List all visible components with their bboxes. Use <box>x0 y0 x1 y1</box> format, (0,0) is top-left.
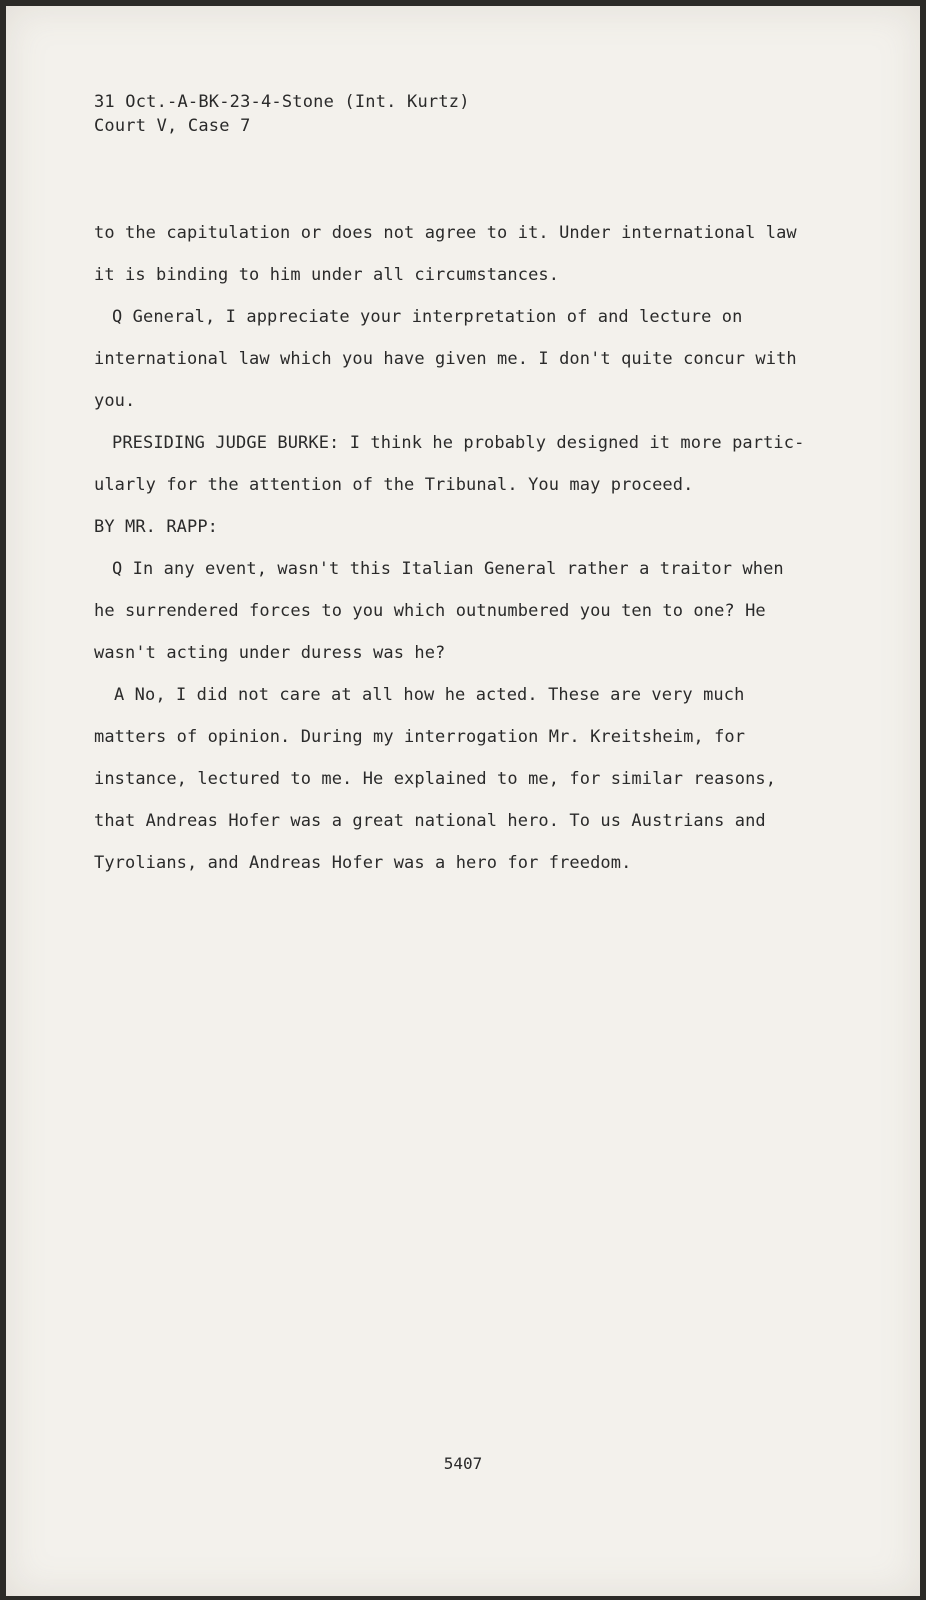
page-number: 5407 <box>443 1454 483 1473</box>
question-line: Q In any event, wasn't this Italian General rather a traitor when <box>112 559 784 579</box>
text-line: that Andreas Hofer was a great national hero. To us Austrians and <box>94 811 766 831</box>
text-line: he surrendered forces to you which outnumbered you ten to one? He <box>94 601 766 621</box>
text-line: to the capitulation or does not agree to it. Under international law <box>94 223 797 243</box>
text-line: Tyrolians, and Andreas Hofer was a hero for freedom. <box>94 853 632 873</box>
speaker-heading: BY MR. RAPP: <box>94 517 219 537</box>
text-line: wasn't acting under duress was he? <box>94 643 446 663</box>
text-line: you. <box>94 391 136 411</box>
text-line: ularly for the attention of the Tribunal. You may proceed. <box>94 475 694 495</box>
header-line-2: Court V, Case 7 <box>94 116 251 136</box>
transcript-body <box>94 212 814 884</box>
header-line-1: 31 Oct.-A-BK-23-4-Stone (Int. Kurtz) <box>94 92 470 112</box>
document-header <box>94 90 470 138</box>
text-line: instance, lectured to me. He explained to me, for similar reasons, <box>94 769 777 789</box>
document-page <box>6 6 920 1596</box>
text-line: international law which you have given me. I don't quite concur with <box>94 349 797 369</box>
question-line: Q General, I appreciate your interpretation of and lecture on <box>112 307 743 327</box>
answer-line: A No, I did not care at all how he acted. These are very much <box>114 685 745 705</box>
text-line: matters of opinion. During my interrogation Mr. Kreitsheim, for <box>94 727 746 747</box>
judge-statement-line: PRESIDING JUDGE BURKE: I think he probably designed it more partic- <box>112 433 805 453</box>
text-line: it is binding to him under all circumstances. <box>94 265 560 285</box>
